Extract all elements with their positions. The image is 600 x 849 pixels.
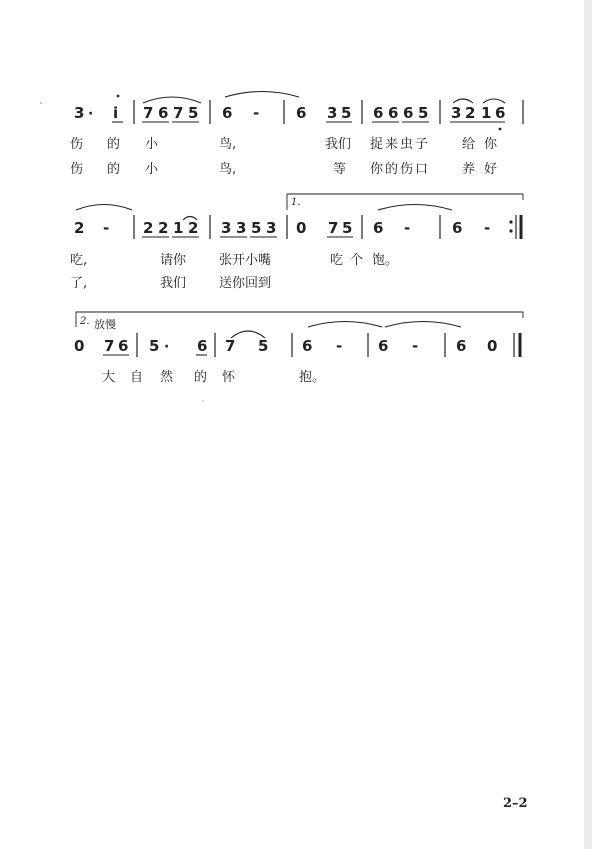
note: 2 [158,219,169,237]
note: 6 [388,104,399,122]
lyric: 的 [194,370,208,385]
tie [308,322,382,328]
note: 5 [418,104,429,122]
lyric: 给 [462,137,476,152]
octave-dot [117,95,120,98]
note: 6 [373,219,384,237]
volta-2-label: 2. [80,316,90,327]
lyric: 个 [350,253,364,268]
lyric: 我们 [325,137,352,152]
slur [483,99,505,103]
lyric: 了, [70,276,88,291]
note: 6 [378,337,389,355]
lyric: 等 [333,162,347,177]
slur [453,99,473,103]
note: 6 [456,337,467,355]
dash: - [412,337,419,355]
note: 6 [373,104,384,122]
dash: - [253,104,260,122]
note: 5 [188,104,199,122]
note: 7 [328,219,339,237]
lyric: 鸟, [219,137,237,152]
dash: - [404,219,411,237]
volta-1-bracket [287,194,523,210]
note: 6 [403,104,414,122]
note: 3 [451,104,462,122]
score-line-2 [70,194,523,291]
note: 6 [197,337,208,355]
lyric: 怀 [222,370,236,385]
tie [378,205,452,211]
tie [225,92,299,98]
note: 6 [495,104,506,122]
octave-dot-low [499,128,502,131]
note: 3 [266,219,277,237]
note: 5 [258,337,269,355]
note: 2 [188,219,199,237]
lyric: 大 [102,370,116,385]
note: 6 [222,104,233,122]
lyric: 捉来虫子 [370,137,431,152]
note: 3 [327,104,338,122]
lyric: 请你 [160,253,187,268]
lyric: 鸟, [219,162,237,177]
lyric: 伤 [70,137,84,152]
note: 2 [143,219,154,237]
lyric: 伤 [70,162,84,177]
stray-mark [202,400,203,401]
dash: - [484,219,491,237]
note: 5 [251,219,262,237]
note: 3 [221,219,232,237]
page-number: 2–2 [503,796,528,811]
lyric: 小 [145,137,159,152]
note: 5 [341,104,352,122]
volta-1-label: 1. [291,197,301,208]
lyric: 养 [462,162,476,177]
lyric: 自 [130,370,144,385]
score-line-1 [70,92,523,178]
note: 7 [225,337,236,355]
note: 7 [104,337,115,355]
tie [76,205,132,211]
tempo-marking: 放慢 [94,318,116,331]
note: 6 [452,219,463,237]
slur [143,97,201,103]
note: 0 [74,337,85,355]
tie [385,322,461,328]
dash: - [336,337,343,355]
note: 5 [342,219,353,237]
lyric: 吃, [70,253,88,268]
note: 5 [149,337,160,355]
note: 1 [481,104,492,122]
note: 6 [302,337,313,355]
repeat-dot [509,220,512,223]
score-line-3 [74,312,523,402]
dot: · [164,339,170,355]
note: 7 [173,104,184,122]
note: i [113,104,119,122]
note: 0 [487,337,498,355]
repeat-dot [509,229,512,232]
lyric: 送你回到 [219,276,272,291]
note: 6 [118,337,129,355]
dot: · [88,106,94,122]
lyric: 抱。 [299,370,326,385]
note: 1 [173,219,184,237]
lyric: 张开小嘴 [219,253,272,268]
note: 2 [465,104,476,122]
lyric: 好 [484,162,498,177]
note: 6 [158,104,169,122]
volta-2-bracket [76,312,523,327]
lyric: 的 [107,162,121,177]
note: 6 [296,104,307,122]
note: 0 [296,219,307,237]
lyric: 然 [160,370,174,385]
lyric: 你 [484,137,498,152]
lyric: 我们 [160,276,187,291]
lyric: 小 [145,162,159,177]
note: 3 [236,219,247,237]
lyric: 你的伤口 [370,162,431,177]
stray-mark [40,102,42,104]
note: 7 [143,104,154,122]
note: 2 [74,219,85,237]
note: 3 [74,104,85,122]
lyric: 吃 [330,253,344,268]
lyric: 的 [107,137,121,152]
lyric: 饱。 [372,253,399,268]
dash: - [103,219,110,237]
